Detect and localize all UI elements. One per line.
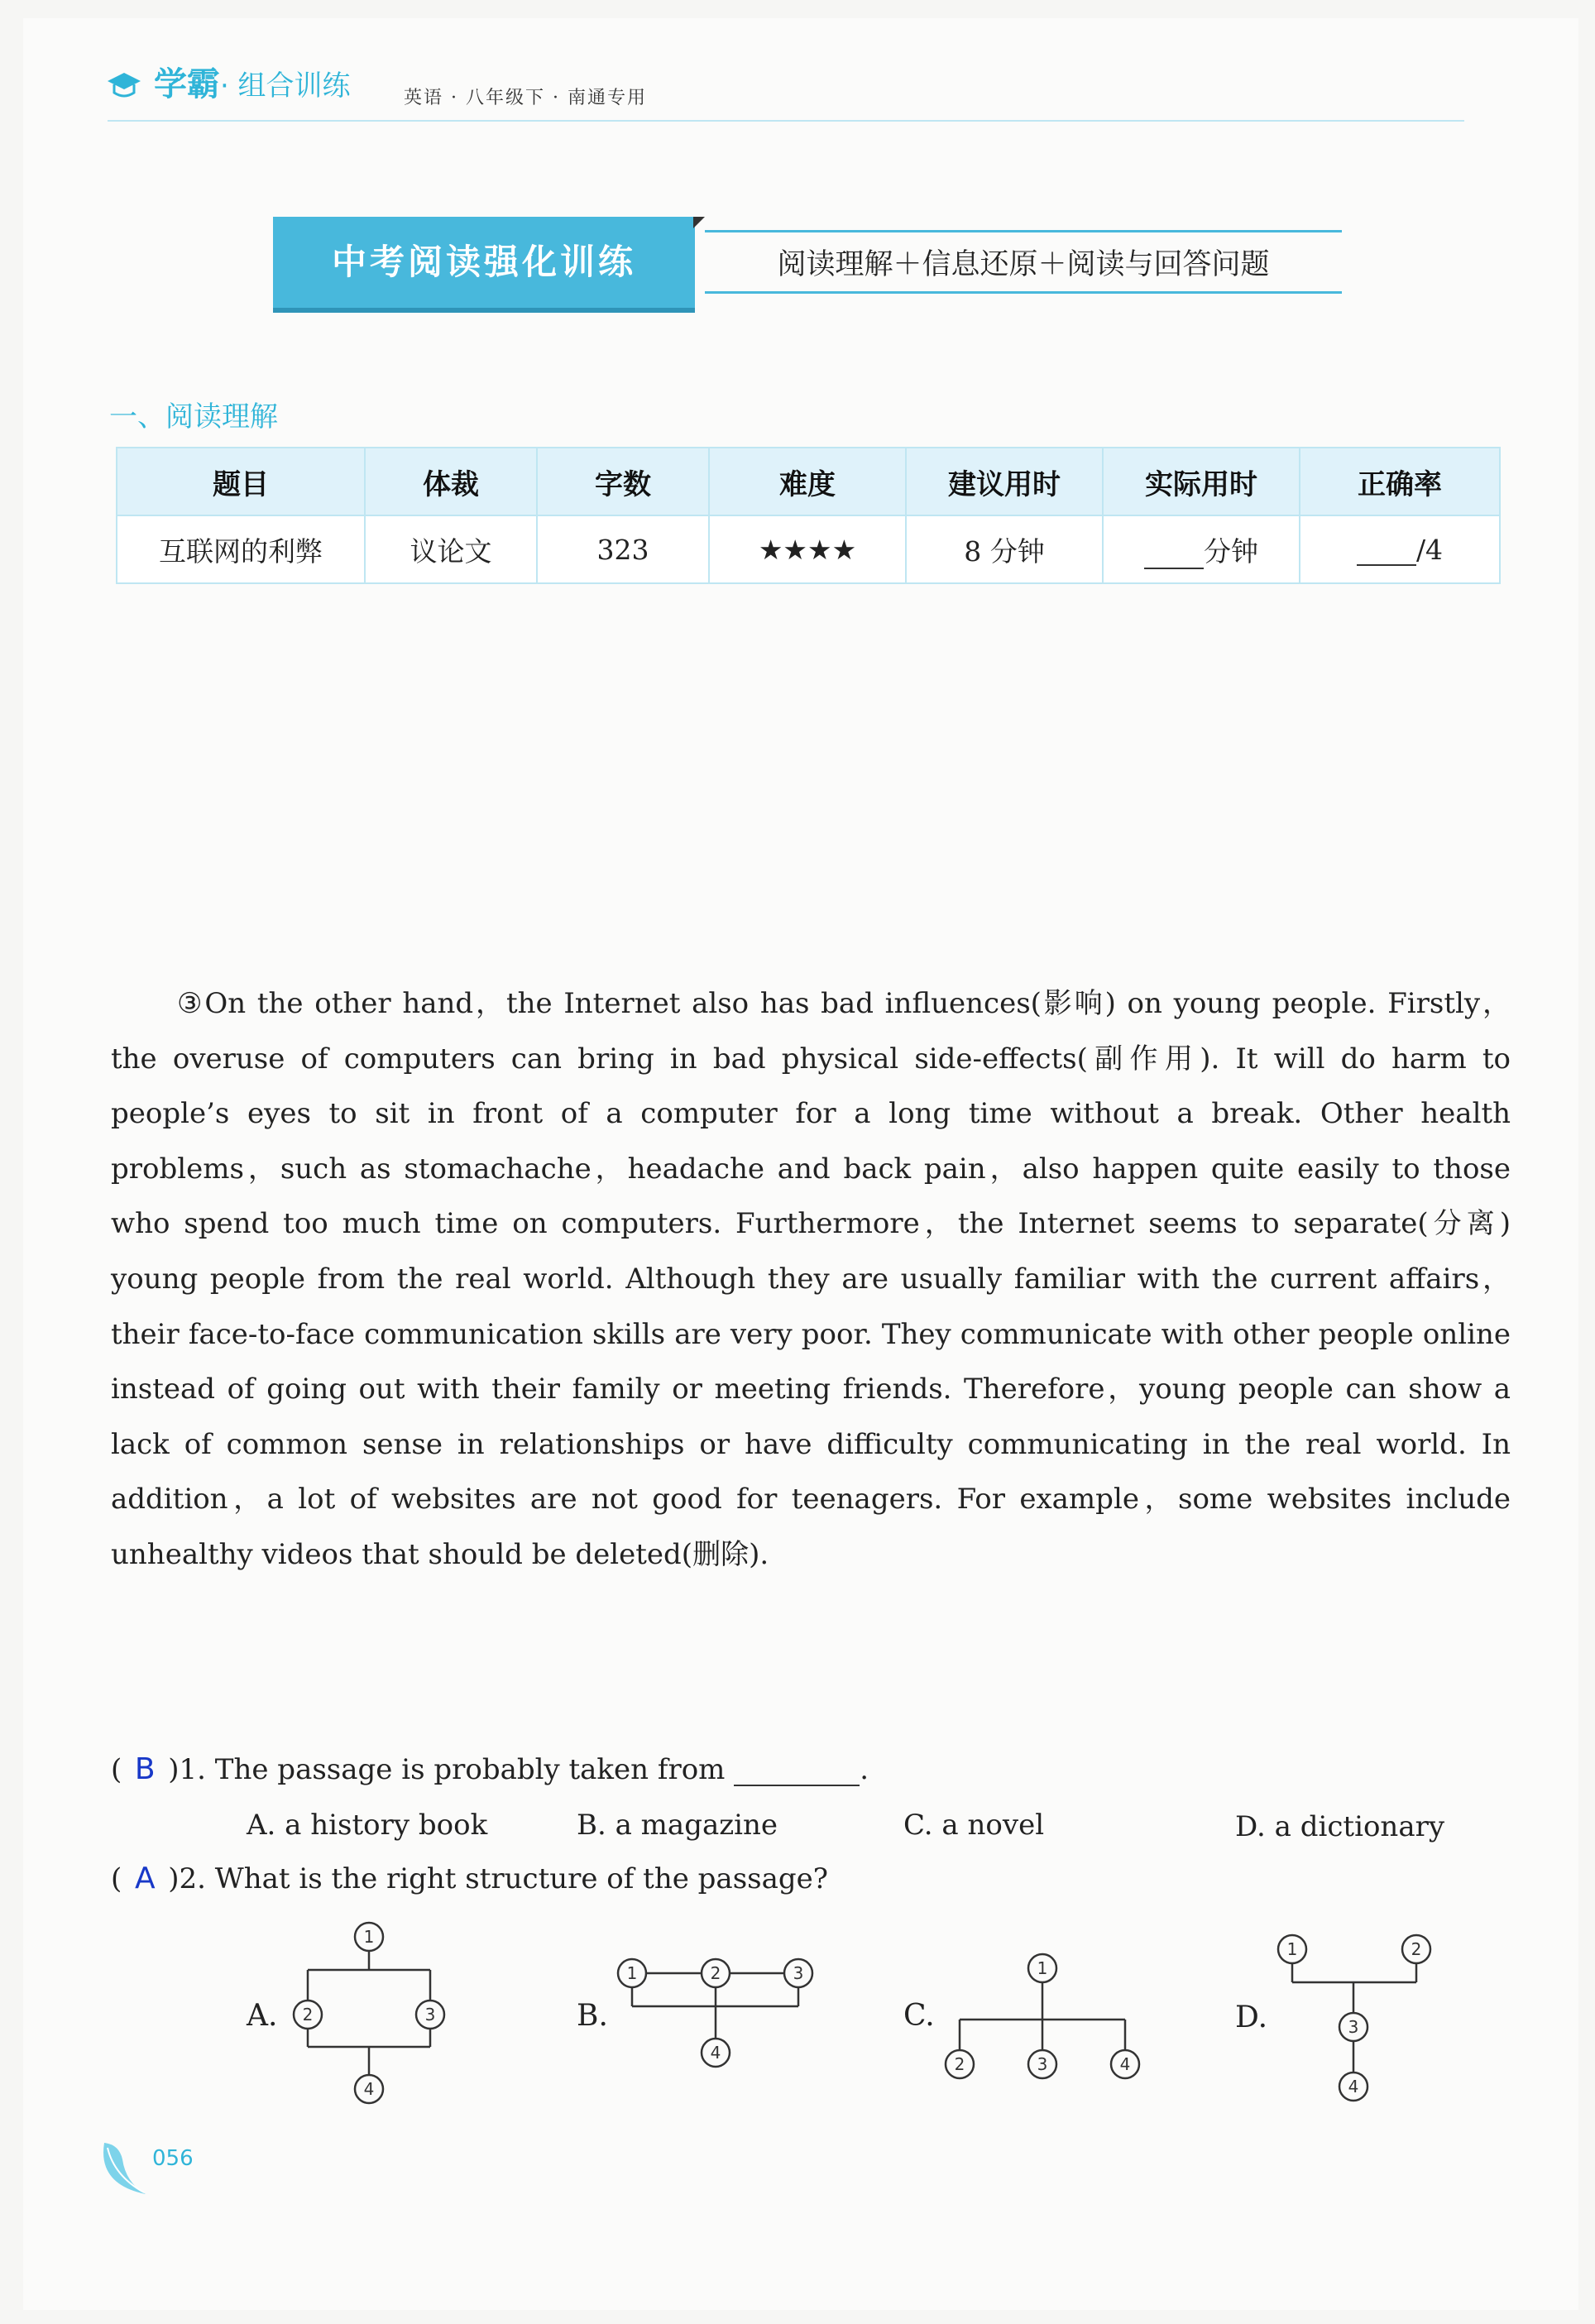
svg-text:1: 1 bbox=[363, 1927, 375, 1947]
brand-sub: · 组合训练 bbox=[219, 69, 351, 103]
option-b[interactable]: B. a magazine bbox=[577, 1809, 778, 1842]
svg-text:1: 1 bbox=[626, 1963, 638, 1983]
structure-option-a-label[interactable]: A. bbox=[247, 1999, 278, 2033]
page-number: 056 bbox=[152, 2146, 194, 2171]
svg-text:3: 3 bbox=[1348, 2017, 1359, 2037]
section-title: 一、阅读理解 bbox=[109, 400, 278, 434]
banner-topics: 阅读理解＋信息还原＋阅读与回答问题 bbox=[777, 248, 1270, 281]
header-cell: 字数 bbox=[537, 448, 709, 515]
diagram-node-labels bbox=[303, 1927, 1422, 2099]
svg-text:2: 2 bbox=[302, 2005, 314, 2025]
topic-cell: 互联网的利弊 bbox=[117, 515, 365, 583]
question-2-text: What is the right structure of the passage? bbox=[214, 1862, 828, 1895]
svg-text:4: 4 bbox=[1348, 2077, 1359, 2096]
page-number-badge bbox=[98, 2135, 197, 2201]
book-info: 英语 · 八年级下 · 南通专用 bbox=[404, 88, 647, 108]
header-cell: 题目 bbox=[117, 448, 365, 515]
svg-text:3: 3 bbox=[1037, 2054, 1048, 2074]
answer-1[interactable]: B bbox=[134, 1752, 156, 1786]
actual-time-unit: 分钟 bbox=[1204, 534, 1258, 568]
svg-text:1: 1 bbox=[1037, 1958, 1048, 1978]
structure-diagram-a[interactable] bbox=[294, 1923, 444, 2103]
option-d[interactable]: D. a dictionary bbox=[1235, 1810, 1445, 1843]
structure-option-d-label[interactable]: D. bbox=[1235, 2001, 1268, 2034]
paren-open: ( bbox=[111, 1862, 122, 1895]
paren-close: ) bbox=[168, 1753, 180, 1786]
option-c[interactable]: C. a novel bbox=[903, 1809, 1045, 1842]
brand-name: 学霸 bbox=[153, 65, 220, 103]
svg-text:4: 4 bbox=[710, 2043, 721, 2063]
svg-text:2: 2 bbox=[1411, 1939, 1422, 1959]
genre-cell: 议论文 bbox=[365, 515, 537, 583]
svg-text:4: 4 bbox=[1119, 2054, 1131, 2074]
svg-text:3: 3 bbox=[424, 2005, 436, 2025]
question-1-number: 1. bbox=[179, 1753, 206, 1786]
question-1-end: . bbox=[860, 1753, 869, 1786]
svg-text:2: 2 bbox=[954, 2054, 965, 2074]
paren-close: ) bbox=[168, 1862, 180, 1895]
header-cell: 体裁 bbox=[365, 448, 537, 515]
structure-option-b-label[interactable]: B. bbox=[577, 1999, 608, 2033]
header-cell: 正确率 bbox=[1300, 448, 1500, 515]
banner-title: 中考阅读强化训练 bbox=[331, 242, 636, 282]
accuracy-denominator: /4 bbox=[1415, 533, 1444, 566]
difficulty-cell: ★★★★ bbox=[709, 515, 906, 583]
words-cell: 323 bbox=[537, 515, 709, 583]
header-cell: 实际用时 bbox=[1103, 448, 1300, 515]
svg-text:3: 3 bbox=[793, 1963, 804, 1983]
header-cell: 建议用时 bbox=[906, 448, 1103, 515]
answer-2[interactable]: A bbox=[134, 1862, 156, 1895]
svg-text:4: 4 bbox=[363, 2079, 375, 2099]
question-1-text: The passage is probably taken from bbox=[214, 1753, 726, 1786]
header-cell: 难度 bbox=[709, 448, 906, 515]
paragraph-3: ③On the other hand，the Internet also has bad influences(影响) on young people. Firstly，the overuse of computers can bring in bad physical side-effects(副作用). It will do harm to people’s eyes to sit in front of a computer for a long time without a break. Other health problems，such as stomachache，headache and back pain，also happen quite easily to those who spend too much time on computers. Furthermore，the Internet seems to separate(分离) young people from the real world. Although they are usually familiar with the current affairs，their face-to-face communication skills are very poor. They communicate with other people online instead of going out with their family or meeting friends. Therefore，young people can show a lack of common sense in relationships or have difficulty communicating in the real world. In addition，a lot of websites are not good for teenagers. For example，some websites include unhealthy videos that should be deleted(删除). bbox=[111, 987, 1511, 1571]
suggested-time-cell: 8 分钟 bbox=[906, 515, 1103, 583]
svg-text:1: 1 bbox=[1286, 1939, 1298, 1959]
structure-option-c-label[interactable]: C. bbox=[903, 1999, 935, 2033]
svg-text:2: 2 bbox=[710, 1963, 721, 1983]
paren-open: ( bbox=[111, 1753, 122, 1786]
question-2-number: 2. bbox=[179, 1862, 206, 1895]
option-a[interactable]: A. a history book bbox=[247, 1809, 488, 1842]
